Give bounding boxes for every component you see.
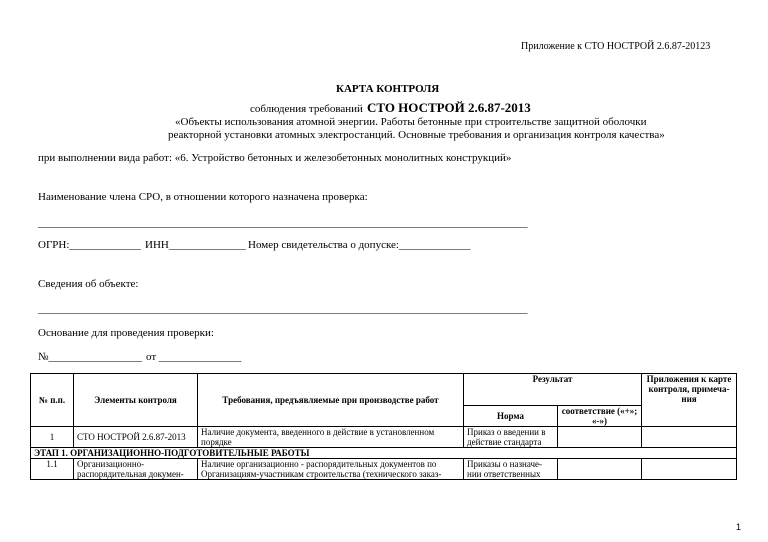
work-type: при выполнении вида работ: «6. Устройство бетонных и железобетонных монолитных конструкций» [38,152,512,164]
table-row [31,459,737,480]
header-requirements: Требования, предъявляемые при производстве работ [198,374,464,427]
certificate-field[interactable]: Номер свидетельства о допуске:_____________ [248,239,471,251]
row-compliance-cell[interactable] [558,427,642,448]
row-norm: Приказы о назначе-нии ответственных [464,459,558,480]
document-title: КАРТА КОНТРОЛЯ [336,83,440,95]
row-element: Организационно-распорядительная докумен- [74,459,198,480]
header-norm: Норма [464,406,558,427]
row-element: СТО НОСТРОЙ 2.6.87-2013 [74,427,198,448]
standard-number: СТО НОСТРОЙ 2.6.87-2013 [366,100,531,115]
control-table [30,373,737,480]
inn-field[interactable]: ИНН______________ [145,239,246,251]
appendix-header: Приложение к СТО НОСТРОЙ 2.6.87-20123 [521,41,711,52]
table-row [31,427,737,448]
subtitle-line-2: реакторной установки атомных электростанций. Основные требования и организация контроля качества» [168,129,665,141]
row-num: 1 [31,427,74,448]
row-norm: Приказ о введении в действие стандарта [464,427,558,448]
object-line[interactable]: _________________________________________________________________________________________ [38,303,528,315]
header-num: № п.п. [31,374,74,427]
basis-label: Основание для проведения проверки: [38,327,214,339]
stage-row [31,448,737,459]
basis-number-field[interactable]: №_________________ [38,351,142,363]
object-label: Сведения об объекте: [38,278,139,290]
row-appendix-cell[interactable] [642,459,737,480]
header-compliance: соответствие («+»; «-») [558,406,642,427]
header-result: Результат [464,374,642,406]
subtitle-line-1: «Объекты использования атомной энергии. Работы бетонные при строительстве защитной оболочки [175,116,647,128]
member-label: Наименование члена СРО, в отношении которого назначена проверка: [38,191,368,203]
page-number: 1 [736,522,742,532]
row-requirement: Наличие документа, введенного в действие в установленном порядке [198,427,464,448]
row-appendix-cell[interactable] [642,427,737,448]
header-elements: Элементы контроля [74,374,198,427]
stage-title: ЭТАП 1. ОРГАНИЗАЦИОННО-ПОДГОТОВИТЕЛЬНЫЕ РАБОТЫ [31,448,737,459]
table-header-row [31,374,737,406]
row-requirement: Наличие организационно - распорядительных документов по Организациям-участникам строительства (технического заказ- [198,459,464,480]
row-num: 1.1 [31,459,74,480]
compliance-line [250,99,531,117]
ogrn-field[interactable]: ОГРН:_____________ [38,239,141,251]
member-line[interactable]: _________________________________________________________________________________________ [38,217,528,229]
basis-date-field[interactable]: от _______________ [146,351,242,363]
compliance-prefix: соблюдения требований [250,103,363,115]
row-compliance-cell[interactable] [558,459,642,480]
header-appendix: Приложения к карте контроля, примеча-ния [642,374,737,427]
